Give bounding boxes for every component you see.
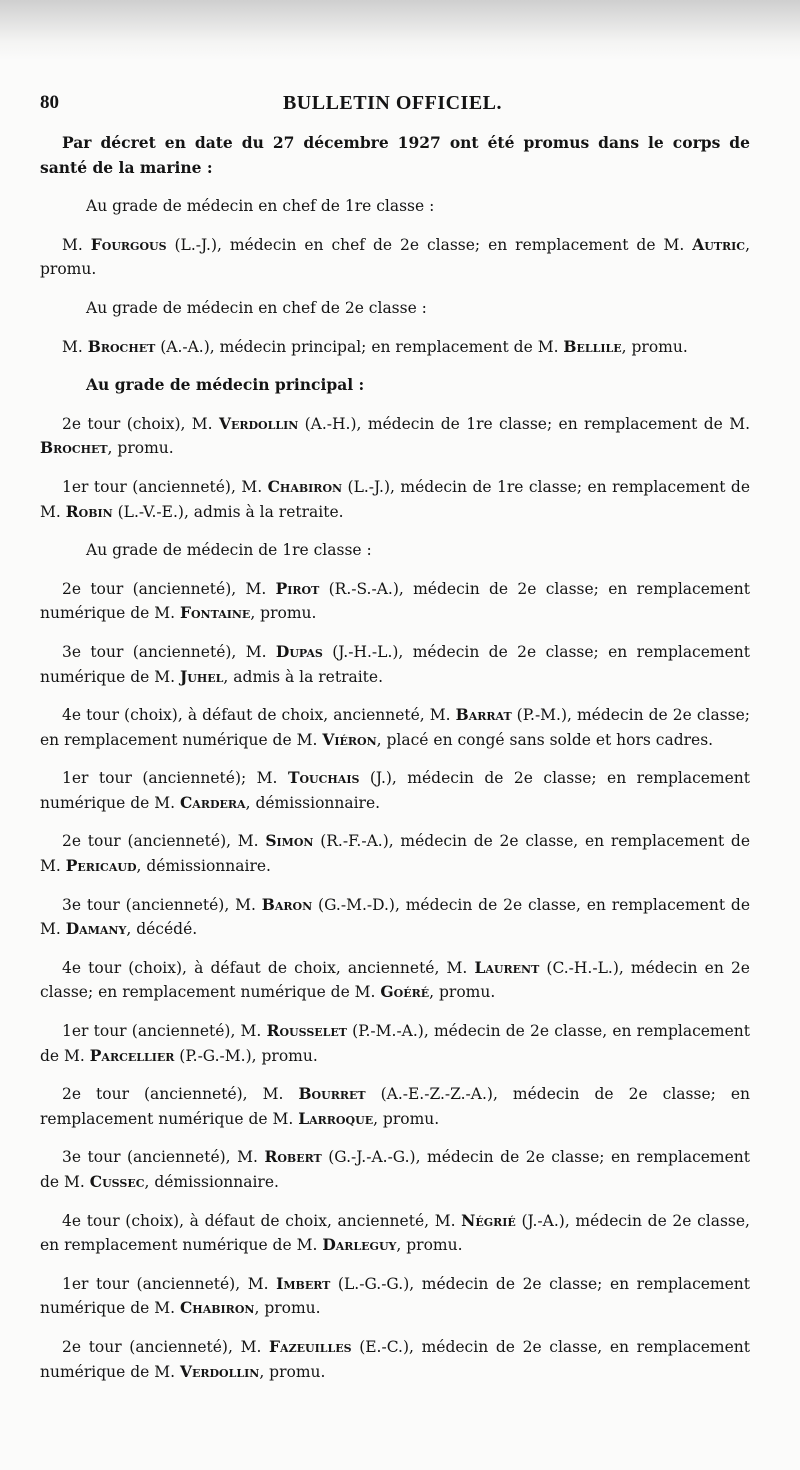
section-heading: Au grade de médecin en chef de 2e classe :: [86, 298, 427, 317]
entry-text: (P.-M.-A.), médecin de 2e classe, en remplacement de M.: [40, 1022, 751, 1065]
entry-text: (R.-S.-A.), médecin de 2e classe; en remplacement numérique de M.: [40, 579, 750, 623]
promotion-entry: [40, 577, 750, 626]
officer-name: Cussec: [89, 1172, 145, 1191]
officer-name: Baron: [261, 894, 313, 914]
entry-text: , promu.: [250, 604, 317, 623]
officer-name: Parcellier: [89, 1045, 175, 1065]
entry-text: 1er tour (ancienneté); M.: [62, 769, 288, 788]
entry-text: , promu.: [254, 1299, 321, 1318]
promotion-sections: [40, 194, 750, 1384]
entry-text: , promu.: [107, 439, 174, 458]
running-title: BULLETIN OFFICIEL.: [282, 92, 503, 114]
officer-name: Fazeuilles: [269, 1336, 352, 1356]
entry-text: , décédé.: [126, 920, 198, 939]
entry-text: 3e tour (ancienneté), M.: [62, 895, 262, 914]
intro-paragraph: Par décret en date du 27 décembre 1927 ont été promus dans le corps de santé de la marine :: [40, 133, 750, 177]
entry-text: 2e tour (choix), M.: [62, 414, 219, 433]
page-number: 80: [40, 92, 59, 113]
entry-text: 2e tour (ancienneté), M.: [62, 1337, 270, 1356]
entry-text: 1er tour (ancienneté), M.: [62, 477, 268, 496]
entry-text: (J.-A.), médecin de 2e classe, en remplacement numérique de M.: [40, 1211, 750, 1255]
officer-name: Dupas: [275, 641, 323, 661]
promotion-entry: [40, 335, 750, 360]
entry-text: , promu.: [429, 983, 496, 1002]
officer-name: Brochet: [40, 438, 108, 458]
officer-name: Touchais: [287, 768, 360, 788]
officer-name: Verdollin: [179, 1361, 260, 1381]
officer-name: Négrié: [461, 1210, 516, 1230]
officer-name: Goéré: [380, 982, 430, 1002]
officer-name: Larroque: [298, 1108, 374, 1128]
entry-text: , admis à la retraite.: [223, 667, 384, 686]
section-heading: Au grade de médecin en chef de 1re classe :: [86, 197, 435, 216]
promotion-entry: [40, 233, 750, 282]
officer-name: Simon: [265, 831, 314, 851]
officer-name: Robin: [65, 501, 113, 521]
section-heading: Au grade de médecin de 1re classe :: [86, 541, 372, 560]
officer-name: Robert: [264, 1147, 322, 1167]
officer-name: Chabiron: [179, 1298, 255, 1318]
entry-text: 3e tour (ancienneté), M.: [62, 1148, 265, 1167]
officer-name: Juhel: [179, 666, 224, 686]
promotion-entry: [40, 829, 750, 878]
officer-name: Brochet: [87, 336, 156, 356]
promotion-entry: [40, 1145, 750, 1194]
promotion-entry: [40, 1019, 750, 1068]
entry-text: (L.-V.-E.), admis à la retraite.: [112, 502, 344, 521]
officer-name: Laurent: [474, 957, 540, 977]
officer-name: Bourret: [298, 1084, 366, 1104]
entry-text: (G.-M.-D.), médecin de 2e classe, en remplacement de M.: [40, 895, 750, 939]
officer-name: Cardera: [179, 792, 246, 812]
body-text: [40, 131, 750, 1384]
entry-text: , démissionnaire.: [136, 857, 271, 876]
officer-name: Darleguy: [322, 1235, 397, 1255]
entry-text: (J.-H.-L.), médecin de 2e classe; en remplacement numérique de M.: [40, 642, 750, 686]
entry-text: (P.-M.), médecin de 2e classe; en remplacement numérique de M.: [40, 706, 750, 749]
promotion-entry: [40, 956, 750, 1005]
officer-name: Bellile: [563, 336, 622, 356]
page-top-shadow: [0, 0, 800, 60]
entry-text: (C.-H.-L.), médecin en 2e classe; en remplacement numérique de M.: [40, 958, 750, 1002]
officer-name: Pirot: [275, 578, 320, 598]
entry-text: (G.-J.-A.-G.), médecin de 2e classe; en remplacement de M.: [40, 1148, 750, 1191]
entry-text: 1er tour (ancienneté), M.: [62, 1022, 267, 1041]
entry-text: , promu.: [396, 1236, 463, 1255]
entry-text: 2e tour (ancienneté), M.: [62, 1085, 299, 1104]
officer-name: Autric: [692, 234, 746, 254]
officer-name: Imbert: [276, 1273, 331, 1293]
promotion-entry: [40, 1272, 750, 1321]
page-header: [40, 92, 745, 122]
officer-name: Rousselet: [266, 1021, 347, 1041]
officer-name: Chabiron: [267, 476, 343, 496]
officer-name: Pericaud: [65, 856, 137, 876]
entry-text: 4e tour (choix), à défaut de choix, ancienneté, M.: [62, 958, 475, 977]
entry-text: , promu.: [40, 235, 750, 279]
officer-name: Barrat: [455, 705, 512, 725]
entry-text: M.: [62, 337, 88, 356]
entry-text: , placé en congé sans solde et hors cadres.: [376, 730, 714, 749]
entry-text: (R.-F.-A.), médecin de 2e classe, en remplacement de M.: [40, 832, 750, 876]
entry-text: , promu.: [259, 1362, 326, 1381]
entry-text: , démissionnaire.: [144, 1173, 279, 1191]
entry-text: 1er tour (ancienneté), M.: [62, 1274, 277, 1293]
entry-text: 2e tour (ancienneté), M.: [62, 579, 276, 598]
entry-text: (E.-C.), médecin de 2e classe, en remplacement numérique de M.: [40, 1337, 750, 1381]
entry-text: (L.-G.-G.), médecin de 2e classe; en remplacement numérique de M.: [40, 1274, 751, 1318]
promotion-entry: [40, 1082, 750, 1131]
promotion-entry: [40, 703, 750, 752]
promotion-entry: [40, 640, 750, 689]
entry-text: (J.), médecin de 2e classe; en remplacement numérique de M.: [40, 769, 750, 812]
officer-name: Damany: [65, 919, 127, 939]
entry-text: (P.-G.-M.), promu.: [174, 1046, 318, 1065]
entry-text: , promu.: [373, 1109, 440, 1128]
entry-text: , promu.: [621, 337, 688, 356]
promotion-entry: [40, 412, 750, 461]
entry-text: , démissionnaire.: [245, 793, 381, 812]
officer-name: Verdollin: [218, 413, 299, 433]
entry-text: M.: [62, 235, 91, 254]
entry-text: (A.-H.), médecin de 1re classe; en remplacement de M.: [298, 414, 751, 433]
officer-name: Fontaine: [179, 603, 251, 623]
entry-text: (L.-J.), médecin de 1re classe; en remplacement de M.: [40, 477, 750, 521]
officer-name: Fourgous: [90, 234, 167, 254]
promotion-entry: [40, 1209, 750, 1258]
entry-text: 3e tour (ancienneté), M.: [62, 642, 276, 661]
entry-text: 2e tour (ancienneté), M.: [62, 832, 266, 851]
officer-name: Viéron: [322, 729, 377, 749]
entry-text: (A.-A.), médecin principal; en remplacement de M.: [155, 337, 564, 356]
entry-text: (L.-J.), médecin en chef de 2e classe; en remplacement de M.: [166, 235, 693, 254]
entry-text: 4e tour (choix), à défaut de choix, ancienneté, M.: [62, 706, 456, 725]
promotion-entry: [40, 766, 750, 815]
promotion-entry: [40, 893, 750, 942]
promotion-entry: [40, 1335, 750, 1384]
section-heading: Au grade de médecin principal :: [86, 375, 365, 395]
entry-text: 4e tour (choix), à défaut de choix, ancienneté, M.: [62, 1211, 462, 1230]
entry-text: (A.-E.-Z.-Z.-A.), médecin de 2e classe; en remplacement numérique de M.: [40, 1085, 751, 1128]
promotion-entry: [40, 475, 750, 524]
